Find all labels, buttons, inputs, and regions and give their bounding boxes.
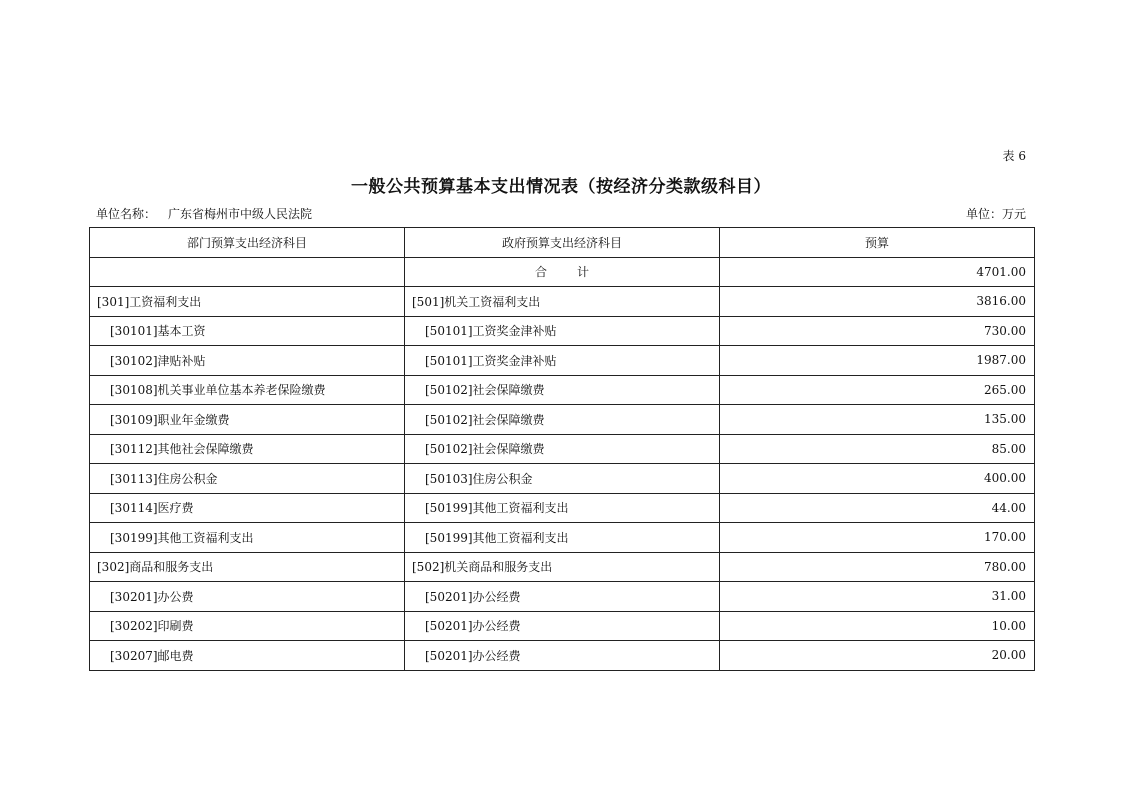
total-label-cell bbox=[405, 257, 720, 287]
gov-subject-cell: [501]机关工资福利支出 bbox=[405, 287, 720, 317]
dept-subject-cell: [301]工资福利支出 bbox=[90, 287, 405, 317]
gov-subject-cell: [50199]其他工资福利支出 bbox=[405, 493, 720, 523]
header-budget: 预算 bbox=[720, 228, 1035, 258]
gov-subject-cell: [502]机关商品和服务支出 bbox=[405, 552, 720, 582]
table-row bbox=[90, 641, 1035, 671]
total-empty-cell bbox=[90, 257, 405, 287]
table-number: 表 6 bbox=[1002, 149, 1026, 163]
budget-table bbox=[89, 227, 1035, 671]
dept-subject-cell: [30113]住房公积金 bbox=[90, 464, 405, 494]
dept-subject-cell: [30199]其他工资福利支出 bbox=[90, 523, 405, 553]
unit-name-line bbox=[96, 205, 312, 222]
budget-value-cell: 31.00 bbox=[720, 582, 1035, 612]
dept-subject-cell: [30109]职业年金缴费 bbox=[90, 405, 405, 435]
dept-subject-cell: [30102]津贴补贴 bbox=[90, 346, 405, 376]
unit-name-label: 单位名称： bbox=[96, 207, 157, 221]
page-title: 一般公共预算基本支出情况表（按经济分类款级科目） bbox=[351, 177, 771, 197]
budget-value-cell: 85.00 bbox=[720, 434, 1035, 464]
budget-value-cell: 10.00 bbox=[720, 611, 1035, 641]
dept-subject-cell: [30201]办公费 bbox=[90, 582, 405, 612]
table-row bbox=[90, 434, 1035, 464]
table-row bbox=[90, 611, 1035, 641]
table-row bbox=[90, 464, 1035, 494]
budget-value-cell: 400.00 bbox=[720, 464, 1035, 494]
gov-subject-cell: [50102]社会保障缴费 bbox=[405, 405, 720, 435]
dept-subject-cell: [30101]基本工资 bbox=[90, 316, 405, 346]
table-row bbox=[90, 552, 1035, 582]
table-header-row bbox=[90, 228, 1035, 258]
gov-subject-cell: [50102]社会保障缴费 bbox=[405, 434, 720, 464]
gov-subject-cell: [50101]工资奖金津补贴 bbox=[405, 346, 720, 376]
budget-value-cell: 44.00 bbox=[720, 493, 1035, 523]
dept-subject-cell: [30112]其他社会保障缴费 bbox=[90, 434, 405, 464]
gov-subject-cell: [50102]社会保障缴费 bbox=[405, 375, 720, 405]
budget-value-cell: 170.00 bbox=[720, 523, 1035, 553]
budget-value-cell: 1987.00 bbox=[720, 346, 1035, 376]
table-row bbox=[90, 346, 1035, 376]
dept-subject-cell: [30202]印刷费 bbox=[90, 611, 405, 641]
gov-subject-cell: [50103]住房公积金 bbox=[405, 464, 720, 494]
dept-subject-cell: [302]商品和服务支出 bbox=[90, 552, 405, 582]
gov-subject-cell: [50201]办公经费 bbox=[405, 611, 720, 641]
gov-subject-cell: [50199]其他工资福利支出 bbox=[405, 523, 720, 553]
table-row bbox=[90, 375, 1035, 405]
gov-subject-cell: [50101]工资奖金津补贴 bbox=[405, 316, 720, 346]
table-row bbox=[90, 316, 1035, 346]
total-value: 4701.00 bbox=[720, 257, 1035, 287]
budget-value-cell: 135.00 bbox=[720, 405, 1035, 435]
total-label: 合计 bbox=[534, 265, 619, 280]
header-gov-subject: 政府预算支出经济科目 bbox=[405, 228, 720, 258]
budget-value-cell: 3816.00 bbox=[720, 287, 1035, 317]
dept-subject-cell: [30114]医疗费 bbox=[90, 493, 405, 523]
gov-subject-cell: [50201]办公经费 bbox=[405, 582, 720, 612]
total-row bbox=[90, 257, 1035, 287]
dept-subject-cell: [30108]机关事业单位基本养老保险缴费 bbox=[90, 375, 405, 405]
header-dept-subject: 部门预算支出经济科目 bbox=[90, 228, 405, 258]
table-row bbox=[90, 493, 1035, 523]
table-row bbox=[90, 405, 1035, 435]
table-row bbox=[90, 582, 1035, 612]
dept-subject-cell: [30207]邮电费 bbox=[90, 641, 405, 671]
table-row bbox=[90, 287, 1035, 317]
table-row bbox=[90, 523, 1035, 553]
budget-value-cell: 265.00 bbox=[720, 375, 1035, 405]
budget-value-cell: 20.00 bbox=[720, 641, 1035, 671]
gov-subject-cell: [50201]办公经费 bbox=[405, 641, 720, 671]
budget-value-cell: 730.00 bbox=[720, 316, 1035, 346]
budget-value-cell: 780.00 bbox=[720, 552, 1035, 582]
unit-name-value: 广东省梅州市中级人民法院 bbox=[168, 207, 313, 221]
currency-unit: 单位：万元 bbox=[965, 207, 1026, 221]
